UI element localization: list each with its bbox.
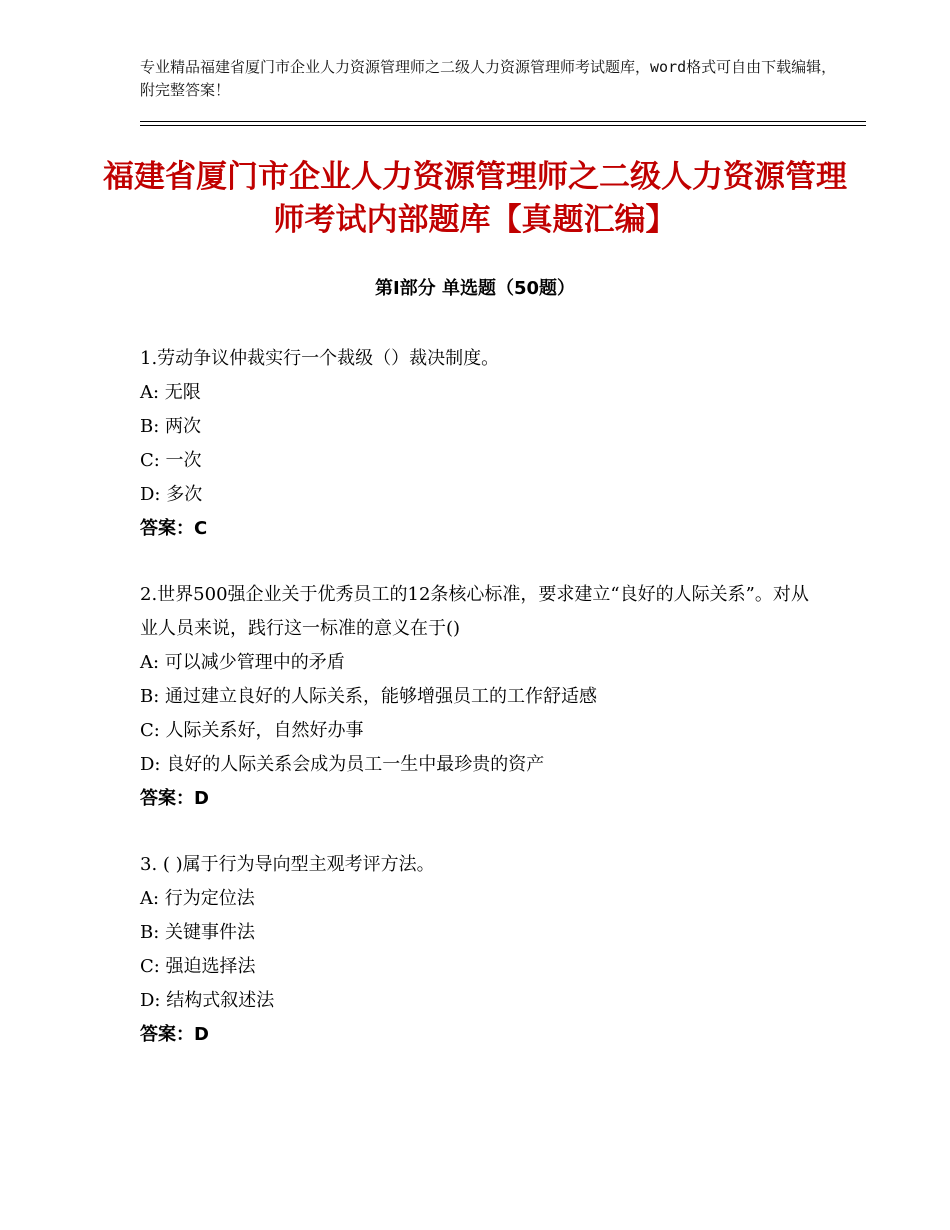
answer-line: 答案：D — [140, 788, 209, 809]
option-a: A: 可以减少管理中的矛盾 — [140, 652, 345, 673]
option-b: B: 两次 — [140, 416, 202, 437]
header-note: 专业精品福建省厦门市企业人力资源管理师之二级人力资源管理师考试题库，word格式可自由下载编辑，附完整答案！ — [140, 58, 837, 99]
option-c: C: 一次 — [140, 450, 202, 471]
section-title: 第Ⅰ部分 单选题（50题） — [374, 278, 575, 299]
option-b: B: 关键事件法 — [140, 922, 256, 943]
question-stem: 3. ( )属于行为导向型主观考评方法。 — [140, 854, 435, 875]
document-title: 福建省厦门市企业人力资源管理师之二级人力资源管理师考试内部题库【真题汇编】 — [103, 159, 847, 238]
question-stem: 2.世界500强企业关于优秀员工的12条核心标准，要求建立“良好的人际关系”。对从业人员来说，践行这一标准的意义在于() — [140, 584, 809, 639]
question-list — [140, 342, 820, 1084]
option-b: B: 通过建立良好的人际关系，能够增强员工的工作舒适感 — [140, 686, 598, 707]
question-stem: 1.劳动争议仲裁实行一个裁级（）裁决制度。 — [140, 348, 500, 369]
answer-line: 答案：C — [140, 518, 208, 539]
answer-line: 答案：D — [140, 1024, 209, 1045]
question-2 — [140, 578, 820, 816]
question-1 — [140, 342, 820, 546]
header-divider-top — [140, 121, 866, 122]
option-a: A: 行为定位法 — [140, 888, 255, 909]
option-c: C: 人际关系好，自然好办事 — [140, 720, 364, 741]
option-a: A: 无限 — [140, 382, 201, 403]
question-3 — [140, 848, 820, 1052]
option-c: C: 强迫选择法 — [140, 956, 256, 977]
option-d: D: 多次 — [140, 484, 203, 505]
option-d: D: 良好的人际关系会成为员工一生中最珍贵的资产 — [140, 754, 545, 775]
option-d: D: 结构式叙述法 — [140, 990, 275, 1011]
header-divider-bottom — [140, 125, 866, 126]
